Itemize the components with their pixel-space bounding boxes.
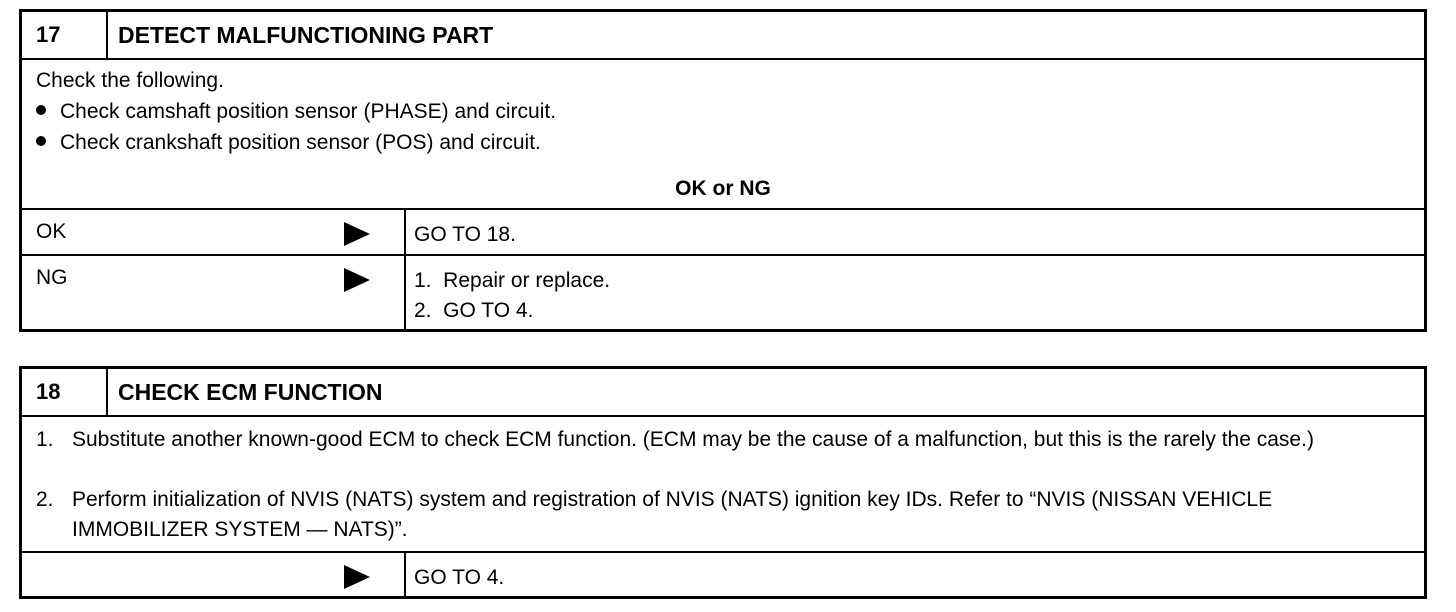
result-label: OK [36,220,67,243]
step-17-header [22,12,1424,60]
procedure-item [36,485,1410,545]
arrow-right-icon [344,565,370,589]
column-divider [404,256,406,329]
intro-text: Check the following. [36,69,224,92]
check-item-text: Check crankshaft position sensor (POS) and circuit. [60,131,541,154]
bullet-icon [36,105,46,115]
action-line: 2. GO TO 4. [414,299,534,322]
result-action [414,563,504,593]
result-label: NG [36,266,68,289]
result-row-ok [22,208,1424,254]
step-18-header [22,369,1424,417]
column-divider [404,553,406,596]
item-text: Substitute another known-good ECM to check ECM function. (ECM may be the cause of a malfunction, but this is the rarely the case.) [72,428,1314,451]
action-line: GO TO 4. [414,566,505,589]
check-item [36,100,556,124]
result-row [22,551,1424,596]
column-divider [404,210,406,254]
action-line: 1. Repair or replace. [414,269,611,292]
item-text: Perform initialization of NVIS (NATS) system and registration of NVIS (NATS) ignition key IDs. Refer to “NVIS (NISSAN VEHICLE IMMOBILIZER SYSTEM — NATS)”. [72,488,1273,541]
result-action [414,266,610,326]
step-number: 18 [22,369,108,415]
bullet-icon [36,136,46,146]
step-title: DETECT MALFUNCTIONING PART [118,22,494,48]
step-number: 17 [22,12,108,58]
action-line: GO TO 18. [414,223,516,246]
arrow-right-icon [344,268,370,292]
step-17-block [19,9,1427,332]
check-item [36,131,541,155]
result-action [414,220,516,250]
step-18-block [19,366,1427,599]
check-item-text: Check camshaft position sensor (PHASE) and circuit. [60,100,557,123]
item-number: 1. [36,428,54,451]
step-title: CHECK ECM FUNCTION [118,379,383,405]
procedure-item [36,425,1410,455]
item-number: 2. [36,488,54,511]
result-row-ng [22,254,1424,329]
arrow-right-icon [344,222,370,246]
result-heading: OK or NG [675,177,771,200]
